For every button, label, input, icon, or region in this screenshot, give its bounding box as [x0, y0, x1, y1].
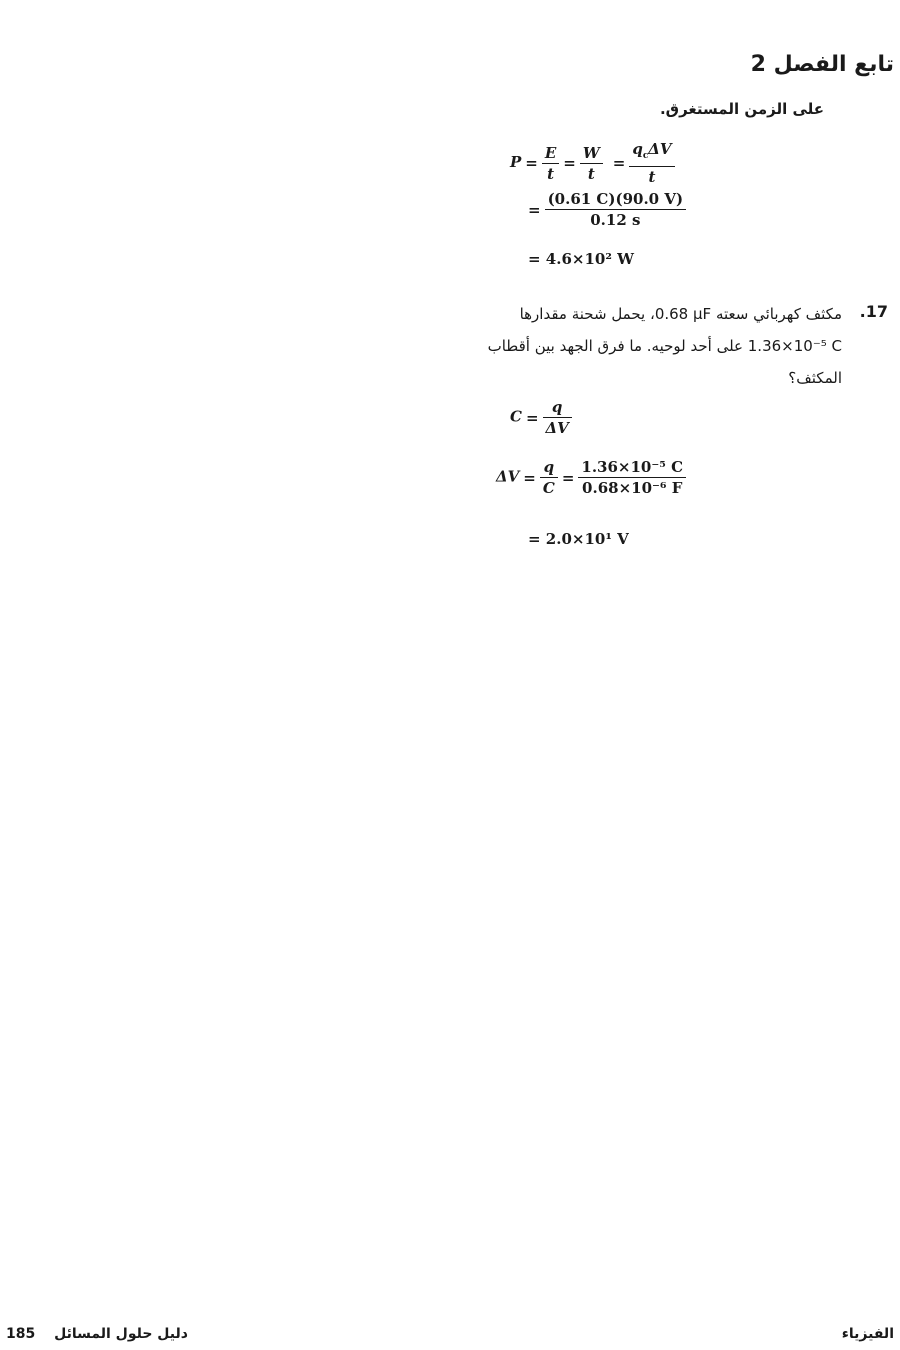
fraction-w-over-t	[580, 144, 603, 183]
capacitance-equation: C = $\frac{q}{\Delta V}$	[510, 398, 572, 437]
question-line1-start: مكثف كهربائي سعته	[715, 305, 842, 323]
question-line1-end: ، يحمل شحنة مقدارها	[519, 305, 655, 323]
power-equation: P = $\frac{E}{t}$ = $\frac{W}{t}$ = $\frac{q_c\Delta V}{t}$	[510, 140, 675, 186]
voltage-symbol: ΔV	[545, 419, 569, 437]
power-symbol: P	[510, 153, 522, 171]
substitution-numerator: (0.61 C)(90.0 V)	[545, 190, 686, 210]
voltage-equation: ΔV = $\frac{q}{C}$ = $\frac{\text{1.36×10⁻⁵ C}}{\text{0.68×10⁻⁶ F}}$	[496, 458, 686, 497]
charge-symbol: q	[632, 140, 643, 158]
capacitance-symbol: C	[510, 407, 522, 426]
time-symbol: t	[547, 164, 555, 183]
voltage-result: = 2.0×10¹ V	[528, 530, 629, 548]
footer-book-title: دليل حلول المسائل	[54, 1326, 188, 1342]
question-line2-end: على أحد لوحيه. ما فرق الجهد بين أقطاب	[487, 337, 743, 355]
charge-subscript: c	[642, 151, 649, 161]
energy-symbol: E	[544, 143, 557, 162]
charge-value: 1.36×10⁻⁵ C	[747, 337, 842, 355]
charge-numerator: 1.36×10⁻⁵ C	[578, 458, 686, 478]
substitution-fraction	[545, 190, 686, 229]
voltage-symbol: ΔV	[648, 140, 672, 158]
capacitance-symbol: C	[542, 479, 555, 497]
intro-text: على الزمن المستغرق.	[659, 100, 824, 118]
work-symbol: W	[582, 143, 600, 162]
fraction-qdv-over-t	[629, 140, 674, 186]
charge-symbol: q	[543, 458, 555, 476]
capacitance-value: 0.68 μF	[654, 305, 712, 323]
question-text	[442, 298, 842, 394]
substitution-denominator: 0.12 s	[590, 211, 641, 229]
charge-symbol: q	[551, 398, 563, 416]
fraction-q-over-c	[540, 458, 558, 497]
fraction-e-over-t	[542, 144, 559, 183]
fraction-q-over-dv	[543, 398, 572, 437]
question-number: .17	[859, 302, 888, 321]
power-substitution: = $\frac{(0.61 C)(90.0 V)}{0.12 s}$	[528, 190, 686, 229]
chapter-title: تابع الفصل 2	[750, 52, 894, 77]
page-number: 185	[6, 1326, 36, 1342]
fraction-values	[578, 458, 686, 497]
capacitance-denominator: 0.68×10⁻⁶ F	[582, 479, 683, 497]
question-line3: المكثف؟	[788, 369, 842, 387]
power-result: = 4.6×10² W	[528, 250, 634, 268]
time-symbol: t	[648, 168, 656, 186]
footer-left	[6, 1326, 188, 1342]
time-symbol: t	[587, 164, 595, 183]
footer-subject: الفيزياء	[841, 1326, 894, 1342]
voltage-symbol: ΔV	[496, 467, 520, 486]
